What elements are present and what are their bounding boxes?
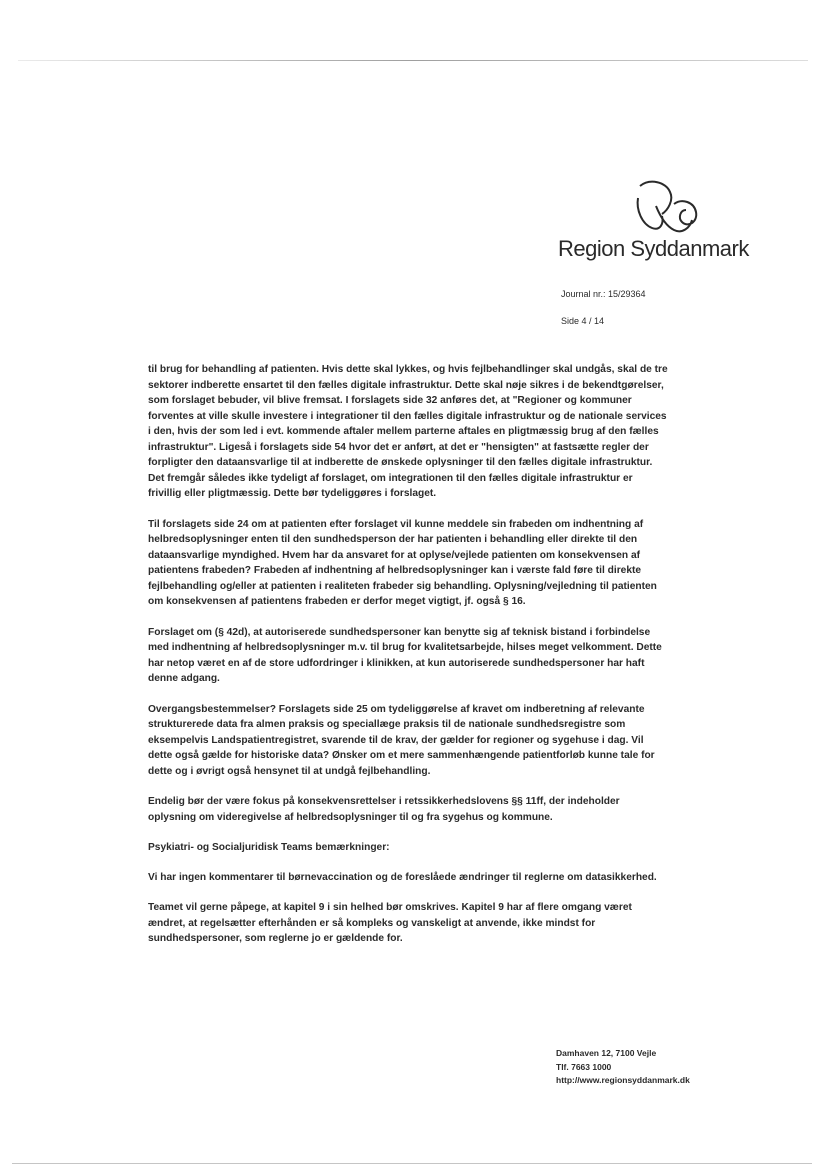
section-heading: Psykiatri- og Socialjuridisk Teams bemærkninger: xyxy=(148,842,390,853)
contact-footer xyxy=(556,1047,696,1088)
paragraph: Vi har ingen kommentarer til børnevaccination og de foreslåede ændringer til reglerne om datasikkerhed. xyxy=(148,871,657,883)
paragraph: Teamet vil gerne påpege, at kapitel 9 i sin helhed bør omskrives. Kapitel 9 har af flere omgang været ændret, at regelsætter efterhånden er så kompleks og vanskeligt at anvende, ikke mindst for sundhedspersoner, som reglerne jo er gældende for. xyxy=(148,902,632,944)
footer-address: Damhaven 12, 7100 Vejle xyxy=(556,1048,657,1058)
scan-edge-bottom xyxy=(12,1163,812,1164)
paragraph: Endelig bør der være fokus på konsekvensrettelser i retssikkerhedslovens §§ 11ff, der indeholder oplysning om videregivelse af helbredsoplysninger til og fra sygehus og kommune. xyxy=(148,796,620,823)
journal-number: Journal nr.: 15/29364 xyxy=(561,289,646,299)
paragraph: Overgangsbestemmelser? Forslagets side 25 om tydeliggørelse af kravet om indberetning af relevante strukturerede data fra almen praksis og speciallæge praksis til de nationale sundhedsregistre som eksempelvis Landspatientregistret, svarende til de krav, der gælder for regioner og sygehuse i dag. Vil dette også gælde for historiske data? Ønsker om et mere sammenhængende patientforløb kunne tale for dette og i øvrigt også hensynet til at undgå fejlbehandling. xyxy=(148,703,655,777)
paragraph: Til forslagets side 24 om at patienten efter forslaget vil kunne meddele sin frabeden om indhentning af helbredsoplysninger enten til den sundhedsperson der har patienten i behandling eller direkte til den dataansvarlige myndighed. Hvem har da ansvaret for at oplyse/vejlede patienten om konsekvensen af patientens frabeden? Frabeden af indhentning af helbredsoplysninger kan i værste fald føre til direkte fejlbehandling og/eller at patienten i realiteten frabeder sig behandling. Oplysning/vejledning til patienten om konsekvensen af patientens frabeden er derfor meget vigtigt, jf. også § 16. xyxy=(148,518,657,607)
footer-phone: Tlf. 7663 1000 xyxy=(556,1061,612,1072)
letter-body xyxy=(148,362,668,962)
paragraph: til brug for behandling af patienten. Hvis dette skal lykkes, og hvis fejlbehandlinger skal undgås, skal de tre sektorer indberette ensartet til den fælles digitale infrastruktur. Dette skal nøje sikres i de bekendtgørelser, som forslaget bebuder, vil blive fremsat. I forslagets side 32 anføres det, at "Regioner og kommuner forventes at ville skulle investere i integrationer til den fælles digitale infrastruktur og de nationale services i den, hvis der som led i evt. kommende aftaler mellem parterne aftales en pligtmæssig brug af den fælles infrastruktur". Ligeså i forslagets side 54 hvor det er anført, at det er "hensigten" at fastsætte regler der forpligter den dataansvarlige til at indberette de ønskede oplysninger til den fælles digitale infrastruktur. Det fremgår således ikke tydeligt af forslaget, om integrationen til den fælles digitale infrastruktur er frivillig eller pligtmæssig. Dette bør tydeliggøres i forslaget. xyxy=(148,364,668,499)
scan-edge-top xyxy=(18,60,808,61)
paragraph: Forslaget om (§ 42d), at autoriserede sundhedspersoner kan benytte sig af teknisk bistand i forbindelse med indhentning af helbredsoplysninger m.v. til brug for kvalitetsarbejde, hilses meget velkomment. Dette har netop været en af de store udfordringer i klinikken, at kun autoriserede sundhedspersoner har haft denne adgang. xyxy=(148,626,662,684)
organization-name: Region Syddanmark xyxy=(558,236,749,261)
page-number: Side 4 / 14 xyxy=(561,316,605,326)
region-syddanmark-logo xyxy=(554,180,749,266)
footer-website: http://www.regionsyddanmark.dk xyxy=(556,1075,690,1085)
logo-mark-icon xyxy=(632,180,704,236)
